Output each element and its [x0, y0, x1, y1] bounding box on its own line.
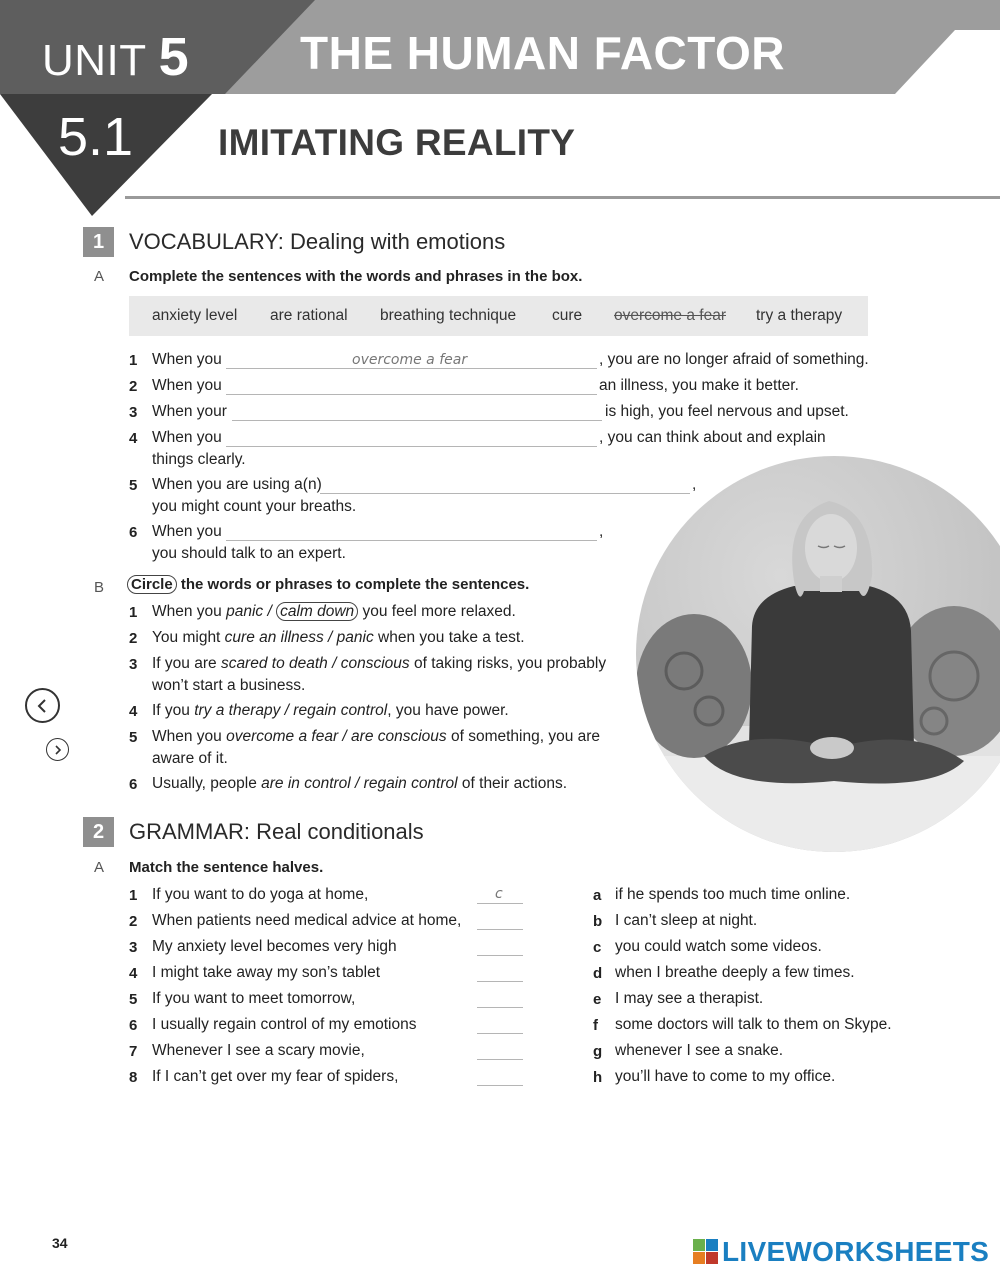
match-letter: c: [593, 939, 602, 956]
item-text: When you are using a(n): [152, 476, 322, 493]
lesson-title: IMITATING REALITY: [218, 122, 576, 163]
match-answer-blank[interactable]: [477, 981, 523, 982]
part-letter: B: [94, 579, 105, 596]
match-number: 1: [129, 887, 138, 904]
logo-text: LIVEWORKSHEETS: [722, 1236, 990, 1267]
match-answer-blank[interactable]: [477, 1007, 523, 1008]
match-number: 5: [129, 991, 138, 1008]
item-text: When you: [152, 523, 222, 540]
option[interactable]: are in control: [261, 775, 351, 792]
match-right-text: you’ll have to come to my office.: [615, 1068, 836, 1085]
item-number: 3: [129, 404, 138, 421]
item-text: When you overcome a fear / are conscious of something, you are: [152, 728, 601, 745]
item-text: When you panic / calm down you feel more relaxed.: [152, 603, 516, 620]
item-text: you might count your breaths.: [152, 498, 357, 515]
chevron-left-icon: [35, 698, 51, 714]
match-right-text: I may see a therapist.: [615, 990, 764, 1007]
circle-word: Circle: [127, 575, 177, 594]
item-text: When your: [152, 403, 227, 420]
item-text: , you are no longer afraid of something.: [599, 351, 869, 368]
option[interactable]: are conscious: [351, 728, 447, 745]
prev-page-button[interactable]: [25, 688, 60, 723]
match-left-text: If I can’t get over my fear of spiders,: [152, 1068, 399, 1085]
match-letter: e: [593, 991, 602, 1008]
section-number: 1: [83, 227, 114, 257]
word-box-item: try a therapy: [756, 307, 843, 324]
item-text: things clearly.: [152, 451, 246, 468]
option[interactable]: regain control: [293, 702, 388, 719]
option-circled[interactable]: calm down: [276, 602, 358, 621]
item-text: ,: [599, 523, 604, 540]
item-number: 5: [129, 729, 138, 746]
option[interactable]: scared to death: [220, 655, 328, 672]
match-answer-blank[interactable]: [477, 1085, 523, 1086]
option[interactable]: conscious: [340, 655, 410, 672]
part-letter: A: [94, 268, 105, 285]
next-page-button[interactable]: [46, 738, 69, 761]
item-number: 5: [129, 477, 138, 494]
word-box-item: are rational: [270, 307, 348, 324]
section-number: 2: [83, 817, 114, 847]
item-number: 4: [129, 430, 138, 447]
option[interactable]: overcome a fear: [226, 728, 339, 745]
item-number: 2: [129, 630, 138, 647]
match-left-text: My anxiety level becomes very high: [152, 938, 397, 955]
answer-blank[interactable]: [226, 540, 597, 541]
match-answer-blank[interactable]: [477, 955, 523, 956]
match-answer-blank[interactable]: [477, 903, 523, 904]
meditation-photo: [634, 456, 1000, 854]
item-text: If you are scared to death / conscious of taking risks, you probably: [152, 655, 607, 672]
lesson-number: 5.1: [58, 107, 134, 167]
item-text: Usually, people are in control / regain control of their actions.: [152, 775, 568, 792]
item-number: 2: [129, 378, 138, 395]
match-number: 8: [129, 1069, 138, 1086]
match-right-text: I can’t sleep at night.: [615, 912, 758, 929]
match-left-text: Whenever I see a scary movie,: [152, 1042, 365, 1059]
answer-blank[interactable]: [226, 446, 597, 447]
match-left-text: If you want to meet tomorrow,: [152, 990, 356, 1007]
match-number: 6: [129, 1017, 138, 1034]
item-number: 1: [129, 352, 138, 369]
word-box: [129, 296, 868, 336]
option[interactable]: cure an illness: [224, 629, 324, 646]
option[interactable]: try a therapy: [194, 702, 281, 719]
option[interactable]: regain control: [363, 775, 458, 792]
match-letter: f: [593, 1017, 598, 1034]
word-box-item-used: overcome a fear: [614, 307, 726, 324]
match-answer-blank[interactable]: [477, 929, 523, 930]
unit-title: THE HUMAN FACTOR: [300, 27, 786, 79]
item-number: 3: [129, 656, 138, 673]
item-number: 6: [129, 776, 138, 793]
item-number: 4: [129, 703, 138, 720]
page-number: 34: [52, 1235, 68, 1251]
answer-blank[interactable]: [226, 368, 597, 369]
match-letter: b: [593, 913, 603, 930]
item-text: You might cure an illness / panic when you take a test.: [152, 629, 525, 646]
liveworksheets-logo: [693, 1238, 989, 1266]
match-letter: g: [593, 1043, 603, 1060]
match-left-text: I usually regain control of my emotions: [152, 1016, 417, 1033]
item-text: When you: [152, 429, 222, 446]
match-letter: d: [593, 965, 603, 982]
answer-blank[interactable]: [232, 420, 602, 421]
match-number: 2: [129, 913, 138, 930]
item-text: an illness, you make it better.: [599, 377, 799, 394]
item-text: won’t start a business.: [152, 677, 306, 694]
match-right-text: you could watch some videos.: [615, 938, 822, 955]
item-text: is high, you feel nervous and upset.: [605, 403, 849, 420]
answer-text[interactable]: overcome a fear: [352, 352, 468, 368]
answer-blank[interactable]: [320, 493, 690, 494]
instruction: Match the sentence halves.: [129, 859, 324, 876]
section-title: VOCABULARY: Dealing with emotions: [129, 229, 506, 254]
item-text: When you: [152, 377, 222, 394]
item-number: 6: [129, 524, 138, 541]
item-text: , you can think about and explain: [599, 429, 826, 446]
unit-label: UNIT 5: [42, 27, 190, 87]
header-rule: [125, 196, 1000, 199]
match-number: 4: [129, 965, 138, 982]
item-text: When you: [152, 351, 222, 368]
match-left-text: When patients need medical advice at home,: [152, 912, 462, 929]
match-left-text: If you want to do yoga at home,: [152, 886, 369, 903]
answer-blank[interactable]: [226, 394, 597, 395]
match-right-text: if he spends too much time online.: [615, 886, 851, 903]
logo-blocks-icon: [693, 1239, 719, 1265]
match-right-text: some doctors will talk to them on Skype.: [615, 1016, 892, 1033]
section-title: GRAMMAR: Real conditionals: [129, 819, 424, 844]
word-box-item: breathing technique: [380, 307, 517, 324]
instruction: Circle the words or phrases to complete the sentences.: [127, 576, 529, 593]
word-box-item: cure: [552, 307, 583, 324]
match-left-text: I might take away my son’s tablet: [152, 964, 381, 981]
match-right-text: whenever I see a snake.: [615, 1042, 784, 1059]
item-text: If you try a therapy / regain control, you have power.: [152, 702, 509, 719]
item-text: ,: [692, 476, 697, 493]
match-letter: a: [593, 887, 602, 904]
item-text: aware of it.: [152, 750, 228, 767]
word-box-item: anxiety level: [152, 307, 238, 324]
option[interactable]: panic: [336, 629, 374, 646]
option[interactable]: panic: [226, 603, 264, 620]
match-answer-blank[interactable]: [477, 1033, 523, 1034]
match-answer-blank[interactable]: [477, 1059, 523, 1060]
chevron-right-icon: [53, 745, 63, 755]
instruction: Complete the sentences with the words and phrases in the box.: [129, 268, 583, 285]
match-letter: h: [593, 1069, 603, 1086]
item-number: 1: [129, 604, 138, 621]
item-text: you should talk to an expert.: [152, 545, 346, 562]
part-letter: A: [94, 859, 105, 876]
match-answer[interactable]: c: [495, 886, 503, 902]
match-right-text: when I breathe deeply a few times.: [615, 964, 855, 981]
match-number: 3: [129, 939, 138, 956]
match-number: 7: [129, 1043, 138, 1060]
